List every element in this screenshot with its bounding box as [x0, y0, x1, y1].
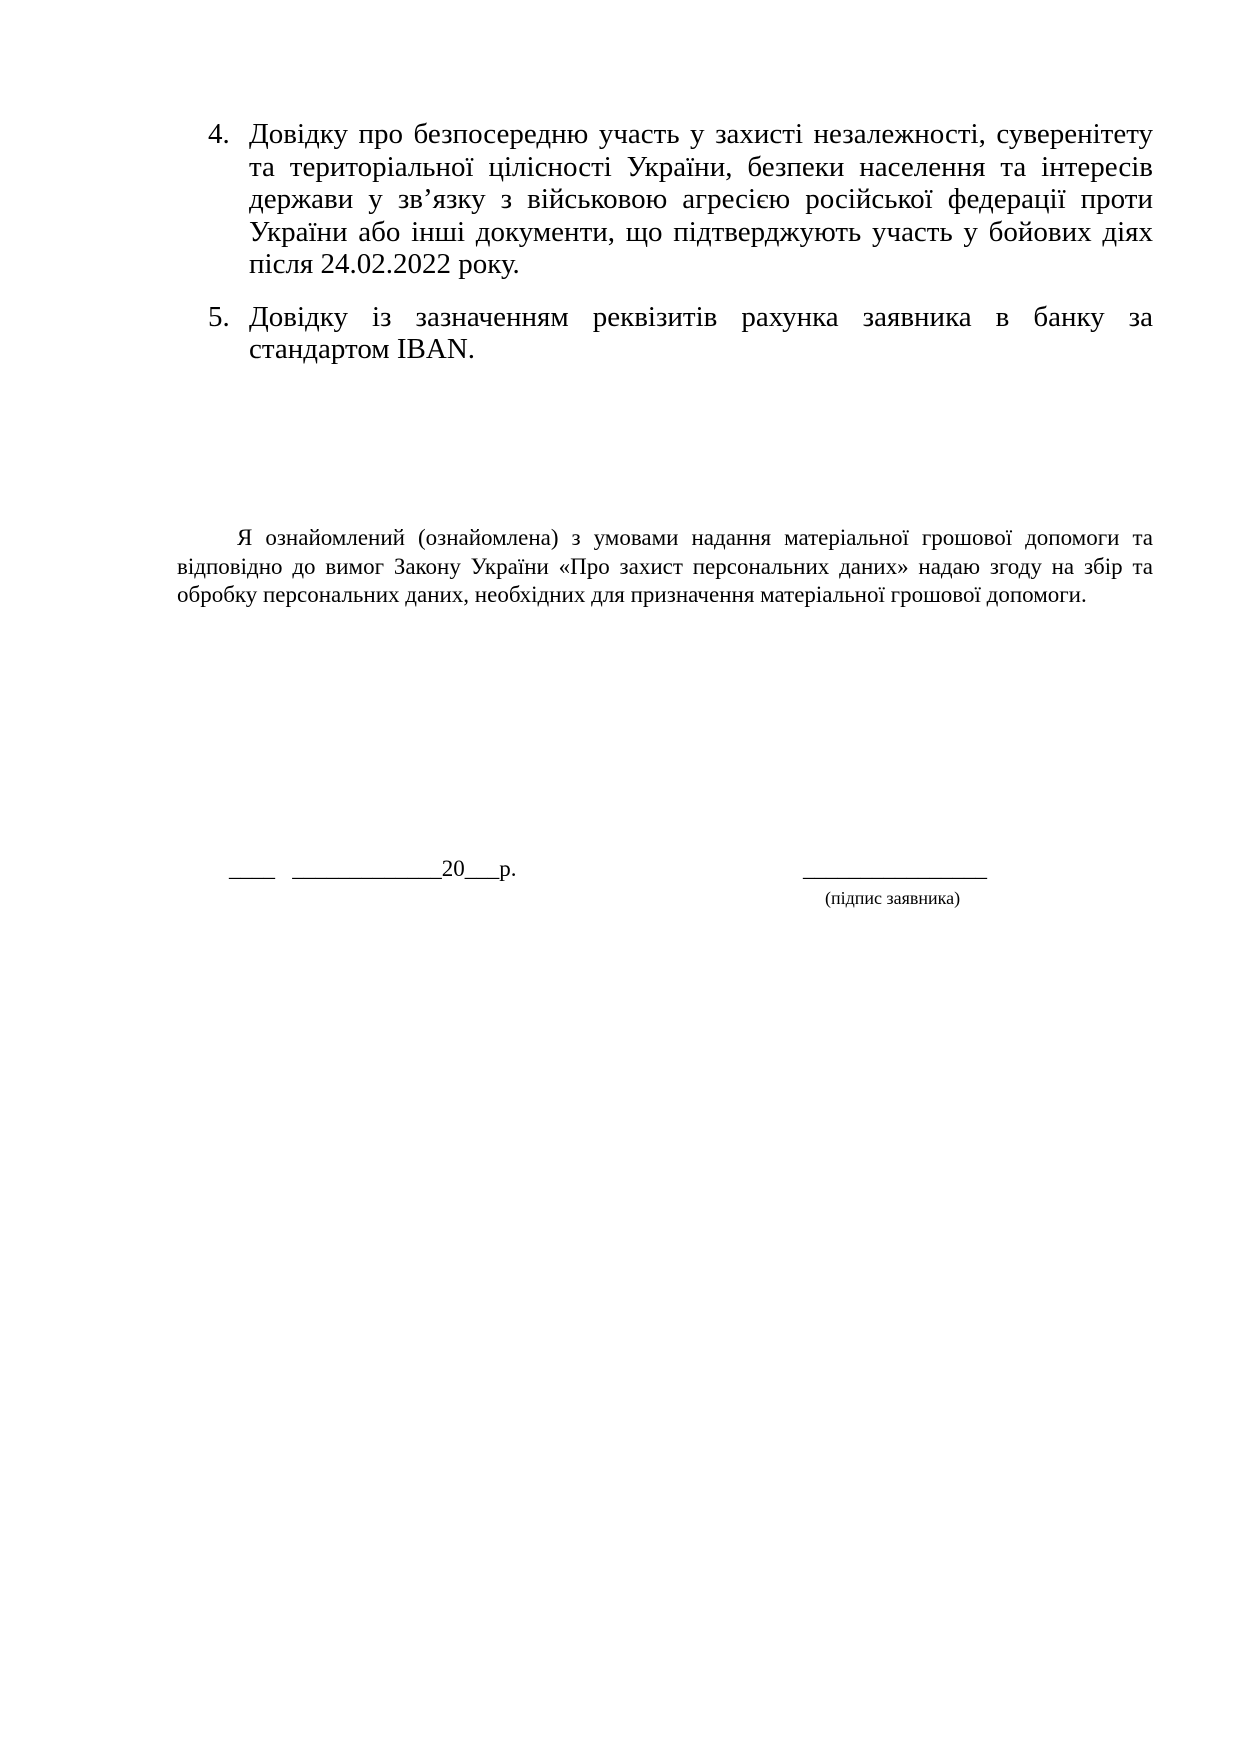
list-item — [208, 301, 1153, 366]
list-item-text: Довідку із зазначенням реквізитів рахунка заявника в банку за стандартом IBAN. — [249, 300, 1153, 365]
consent-paragraph: Я ознайомлений (ознайомлена) з умовами надання матеріальної грошової допомоги та відповідно до вимог Закону України «Про захист персональних даних» надаю згоду на збір та обробку персональних даних, необхідних для призначення матеріальної грошової допомоги. — [177, 525, 1153, 607]
list-item — [208, 118, 1153, 281]
list-item-number: 4. — [208, 118, 230, 150]
list-item-number: 5. — [208, 300, 230, 333]
signature-caption: (підпис заявника) — [825, 888, 961, 908]
signature-field: ________________ — [803, 856, 987, 881]
date-field: ____ _____________20___р. — [229, 856, 517, 881]
list-item-text: Довідку про безпосередню участь у захисті незалежності, суверенітету та територіальної цілісності України, безпеки населення та інтересів держави у зв’язку з військовою агресією російської федерації проти України або інші документи, що підтверджують участь у бойових діях після 24.02.2022 року. — [249, 118, 1153, 280]
document-list — [208, 118, 1153, 386]
